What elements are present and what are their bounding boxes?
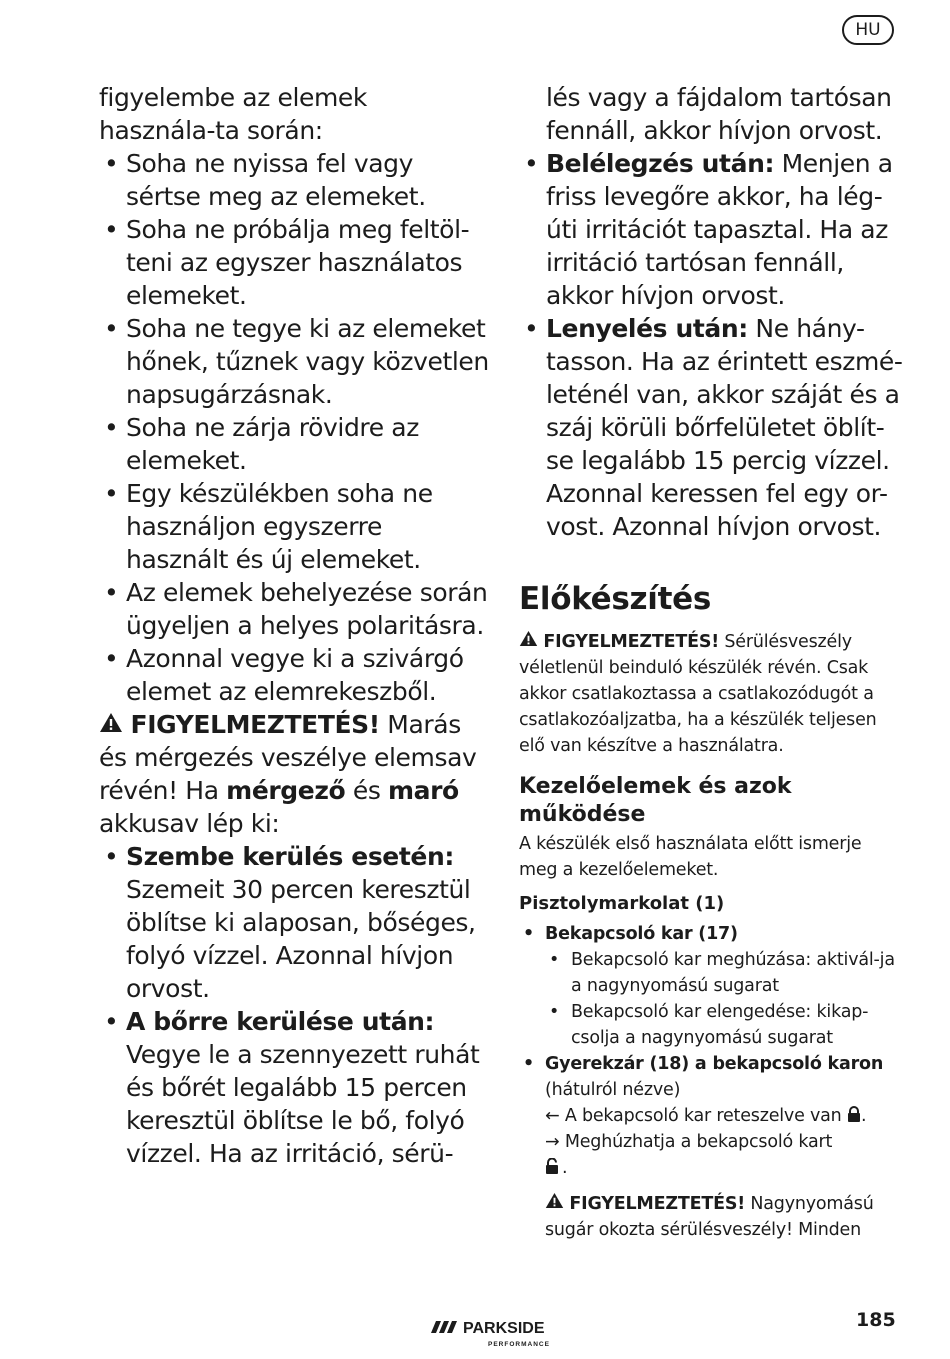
left-column: [99, 81, 489, 1170]
language-badge: HU: [842, 15, 894, 45]
list-item: [99, 840, 489, 1005]
list-item: [519, 921, 904, 1051]
punctuation: .: [562, 1158, 568, 1178]
controls-intro: A készülék első használata előtt ismerje meg a kezelőelemeket.: [519, 834, 862, 880]
list-item: [99, 1005, 489, 1170]
list-item: • Az elemek behelyezése során ügyeljen a helyes polaritásra.: [99, 576, 489, 642]
warning-text: Nagynyomású sugár okozta sérülésveszély! Minden: [545, 1194, 874, 1240]
trigger-title: Bekapcsoló kar (17): [545, 924, 738, 944]
first-aid-text: Vegye le a szennyezett ruhát és bőrét legalább 15 percen keresztül öblítse le bő, folyó vízzel. Ha az irritáció, sérü-: [126, 1040, 480, 1168]
warning-triangle-icon: [519, 630, 538, 647]
continuation-text: lés vagy a fájdalom tartósan fennáll, akkor hívjon orvost.: [546, 83, 892, 145]
page-number: 185: [856, 1309, 896, 1331]
controls-list: [519, 921, 904, 1243]
warning-text: és: [345, 776, 388, 805]
battery-safety-list: [99, 147, 489, 708]
first-aid-title: Lenyelés után:: [546, 314, 748, 343]
first-aid-list-continued: [519, 147, 904, 543]
section-title: Előkészítés: [519, 581, 712, 617]
list-item: • Soha ne zárja rövidre az elemeket.: [99, 411, 489, 477]
childlock-locked-line: [545, 1103, 904, 1129]
prep-warning: [519, 629, 904, 759]
list-item: [519, 147, 904, 312]
logo-stripes-icon: [431, 1321, 457, 1333]
warning-bold-corrosive: maró: [388, 776, 459, 805]
warning-triangle-icon: [99, 712, 123, 733]
grip-title: Pisztolymarkolat (1): [519, 893, 725, 914]
childlock-unlocked-line: [545, 1129, 904, 1181]
list-item: [519, 1051, 904, 1243]
list-item: • Soha ne tegye ki az elemeket hőnek, tűznek vagy közvetlen napsugárzásnak.: [99, 312, 489, 411]
first-aid-text: Menjen a friss levegőre akkor, ha lég-úti irritációt tapasztal. Ha az irritáció tartósan fennáll, akkor hívjon orvost.: [546, 149, 893, 310]
brand-name: PARKSIDE: [463, 1320, 545, 1337]
warning-bold-toxic: mérgező: [226, 776, 346, 805]
first-aid-title: Szembe kerülés esetén:: [126, 842, 454, 871]
first-aid-title: Belélegzés után:: [546, 149, 775, 178]
unlocked-text: → Meghúzhatja a bekapcsoló kart: [545, 1132, 833, 1152]
list-item: • Bekapcsoló kar meghúzása: aktivál-ja a nagynyomású sugarat: [545, 947, 904, 999]
parkside-logo: [430, 1315, 590, 1349]
first-aid-list: [99, 840, 489, 1170]
pressure-warning: [545, 1191, 904, 1243]
punctuation: .: [860, 1106, 867, 1126]
list-item: • Azonnal vegye ki a szivárgó elemet az elemrekeszből.: [99, 642, 489, 708]
list-item: [519, 312, 904, 543]
warning-triangle-icon: [545, 1192, 564, 1209]
warning-text: akkusav lép ki:: [99, 809, 280, 838]
list-item: • Bekapcsoló kar elengedése: kikap-csolja a nagynyomású sugarat: [545, 999, 904, 1051]
acid-warning: [99, 708, 489, 840]
childlock-title: Gyerekzár (18) a bekapcsoló karon: [545, 1054, 884, 1074]
trigger-sublist: [545, 947, 904, 1051]
right-column: [519, 81, 904, 1243]
warning-label: FIGYELMEZTETÉS!: [569, 1194, 746, 1214]
warning-text: Marás és mérgezés veszélye elemsav révén! Ha: [99, 710, 477, 805]
list-item: • Egy készülékben soha ne használjon egyszerre használt és új elemeket.: [99, 477, 489, 576]
lock-closed-icon: [847, 1106, 861, 1123]
warning-label: FIGYELMEZTETÉS!: [543, 632, 720, 652]
first-aid-title: A bőrre kerülése után:: [126, 1007, 435, 1036]
childlock-note: (hátulról nézve): [545, 1080, 681, 1100]
first-aid-text: Ne hány-tasson. Ha az érintett eszmé-leténél van, akkor száját és a száj körüli bőrfelületet öblít-se legalább 15 percig vízzel. Azonnal keressen fel egy or-vost. Azonnal hívjon orvost.: [546, 314, 903, 541]
list-item: • Soha ne nyissa fel vagy sértse meg az elemeket.: [99, 147, 489, 213]
warning-label: FIGYELMEZTETÉS!: [130, 710, 380, 739]
list-item: • Soha ne próbálja meg feltöl-teni az egyszer használatos elemeket.: [99, 213, 489, 312]
warning-text: Sérülésveszély véletlenül beinduló készülék révén. Csak akkor csatlakoztassa a csatlakozódugót a csatlakozóaljzatba, ha a készülék teljesen elő van készítve a használatra.: [519, 632, 877, 756]
intro-text: figyelembe az elemek használa-ta során:: [99, 83, 367, 145]
controls-title: Kezelőelemek és azok működése: [519, 774, 792, 827]
lock-open-icon: [545, 1158, 562, 1175]
first-aid-text: Szemeit 30 percen keresztül öblítse ki alaposan, bőséges, folyó vízzel. Azonnal hívjon orvost.: [126, 875, 476, 1003]
brand-sub: PERFORMANCE: [488, 1341, 550, 1348]
locked-text: ← A bekapcsoló kar reteszelve van: [545, 1106, 847, 1126]
